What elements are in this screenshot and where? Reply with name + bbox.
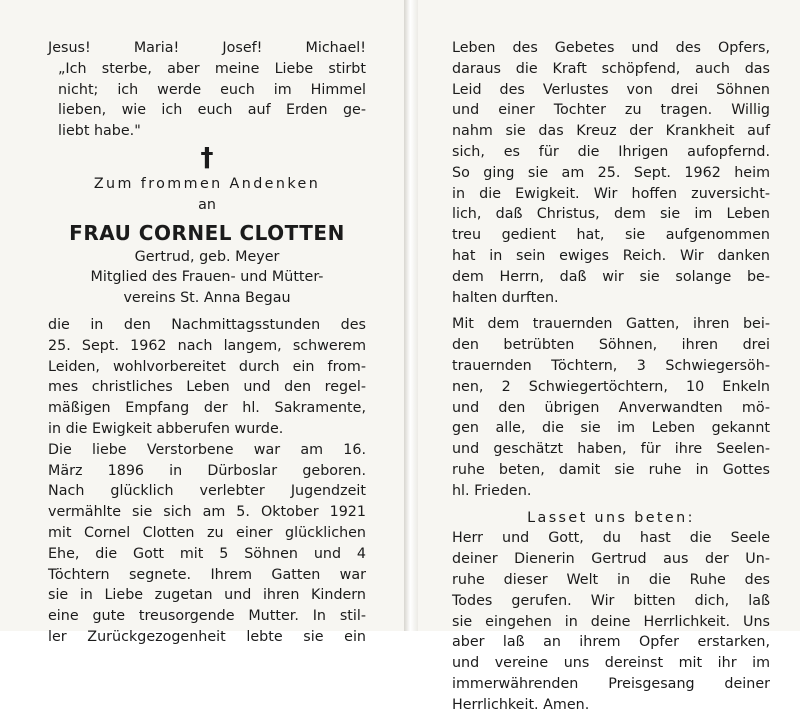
left-paragraph-2 <box>48 440 366 648</box>
text-line: dem Herrn, daß wir sie solange be- <box>452 268 770 285</box>
text-line: Leid des Verlustes von drei Söhnen <box>452 81 770 98</box>
invocation-line <box>48 38 366 59</box>
quote <box>48 59 366 142</box>
prayer-line: und vereine uns dereinst mit ihr im <box>452 655 770 672</box>
text-line: eine gute treusorgende Mutter. In stil- <box>48 608 366 625</box>
text-line: Mit dem trauernden Gatten, ihren bei- <box>452 316 770 333</box>
right-page <box>452 38 770 716</box>
text-line: in die Ewigkeit. Wir hoffen zuversicht- <box>452 185 770 202</box>
quote-line: „Ich sterbe, aber meine Liebe stirbt <box>58 60 366 77</box>
text-line: Töchtern segnete. Ihrem Gatten war <box>48 566 366 583</box>
text-line: hl. Frieden. <box>452 482 532 499</box>
prayer-line: aber laß an ihrem Opfer erstarken, <box>452 634 770 651</box>
text-line: lich, daß Christus, dem sie im Leben <box>452 206 770 223</box>
prayer-line: Todes gerufen. Wir bitten dich, laß <box>452 592 770 609</box>
text-line: nen, 2 Schwiegertöchtern, 10 Enkeln <box>452 378 770 395</box>
text-line: daraus die Kraft schöpfend, auch das <box>452 60 770 77</box>
text-line: Leiden, wohlvorbereitet durch ein from- <box>48 358 366 375</box>
deceased-name: FRAU CORNEL CLOTTEN <box>69 220 345 245</box>
text-line: So ging sie am 25. Sept. 1962 heim <box>452 164 770 181</box>
text-line: mes christliches Leben und den regel- <box>48 379 366 396</box>
text-line: in die Ewigkeit abberufen wurde. <box>48 420 284 437</box>
text-line: die in den Nachmittagsstunden des <box>48 316 366 333</box>
invocation-josef: Josef! <box>222 40 263 56</box>
text-line: und einer Tochter zu tragen. Willig <box>452 102 770 119</box>
text-line: ruhe beten, damit sie ruhe in Gottes <box>452 461 770 478</box>
left-paragraph-1 <box>48 315 366 440</box>
prayer-line: ruhe dieser Welt in die Ruhe des <box>452 571 770 588</box>
prayer-line: immerwährenden Preisgesang deiner <box>452 675 770 692</box>
text-line: mit Cornel Clotten zu einer glücklichen <box>48 524 366 541</box>
left-page <box>48 38 366 648</box>
text-line: gen alle, die sie im Leben gekannt <box>452 420 770 437</box>
memorial-line: Zum frommen Andenken <box>93 175 321 192</box>
prayer-heading: Lasset uns beten: <box>527 509 695 526</box>
quote-line: liebt habe." <box>58 123 141 140</box>
prayer-line: Herrlichkeit. Amen. <box>452 696 590 713</box>
text-line: vermählte sie sich am 5. Oktober 1921 <box>48 504 366 521</box>
right-paragraph-1 <box>452 38 770 308</box>
birth-name: Gertrud, geb. Meyer <box>134 248 280 265</box>
text-line: treu gedient hat, sie aufgenommen <box>452 227 770 244</box>
invocation-jesus: Jesus! <box>48 40 91 56</box>
text-line: Die liebe Verstorbene war am 16. <box>48 441 366 458</box>
text-line: den betrübten Söhnen, ihren drei <box>452 337 770 354</box>
text-line: trauernden Töchtern, 3 Schwiegersöh- <box>452 357 770 374</box>
invocation-michael: Michael! <box>305 40 367 56</box>
text-line: ler Zurückgezogenheit lebte sie ein <box>48 628 366 645</box>
prayer-line: deiner Dienerin Gertrud aus der Un- <box>452 551 770 568</box>
text-line: März 1896 in Dürboslar geboren. <box>48 462 366 479</box>
memorial-an: an <box>198 196 216 213</box>
prayer-line: Herr und Gott, du hast die Seele <box>452 530 770 547</box>
text-line: sich, es für die Ihrigen aufopfernd. <box>452 143 770 160</box>
card-fold <box>404 0 418 631</box>
text-line: sie in Liebe zugetan und ihren Kindern <box>48 587 366 604</box>
text-line: hat in sein ewiges Reich. Wir danken <box>452 247 770 264</box>
quote-line: nicht; ich werde euch im Himmel <box>58 81 366 98</box>
prayer-line: sie eingehen in deine Herrlichkeit. Uns <box>452 613 770 630</box>
text-line: Ehe, die Gott mit 5 Söhnen und 4 <box>48 545 366 562</box>
cross-symbol: † <box>200 142 214 173</box>
text-line: und den übrigen Anverwandten mö- <box>452 399 770 416</box>
text-line: und geschätzt haben, für ihre Seelen- <box>452 441 770 458</box>
right-paragraph-2 <box>452 314 770 501</box>
text-line: mäßigen Empfang der hl. Sakramente, <box>48 400 366 417</box>
prayer <box>452 528 770 715</box>
quote-line: lieben, wie ich euch auf Erden ge- <box>58 102 366 119</box>
text-line: Leben des Gebetes und des Opfers, <box>452 40 770 56</box>
text-line: nahm sie das Kreuz der Krankheit auf <box>452 123 770 140</box>
text-line: Nach glücklich verlebter Jugendzeit <box>48 483 366 500</box>
membership-line: vereins St. Anna Begau <box>123 290 291 307</box>
text-line: 25. Sept. 1962 nach langem, schwerem <box>48 337 366 354</box>
invocation-maria: Maria! <box>133 40 180 56</box>
text-line: halten durften. <box>452 289 559 306</box>
membership-line: Mitglied des Frauen- und Mütter- <box>90 269 324 286</box>
